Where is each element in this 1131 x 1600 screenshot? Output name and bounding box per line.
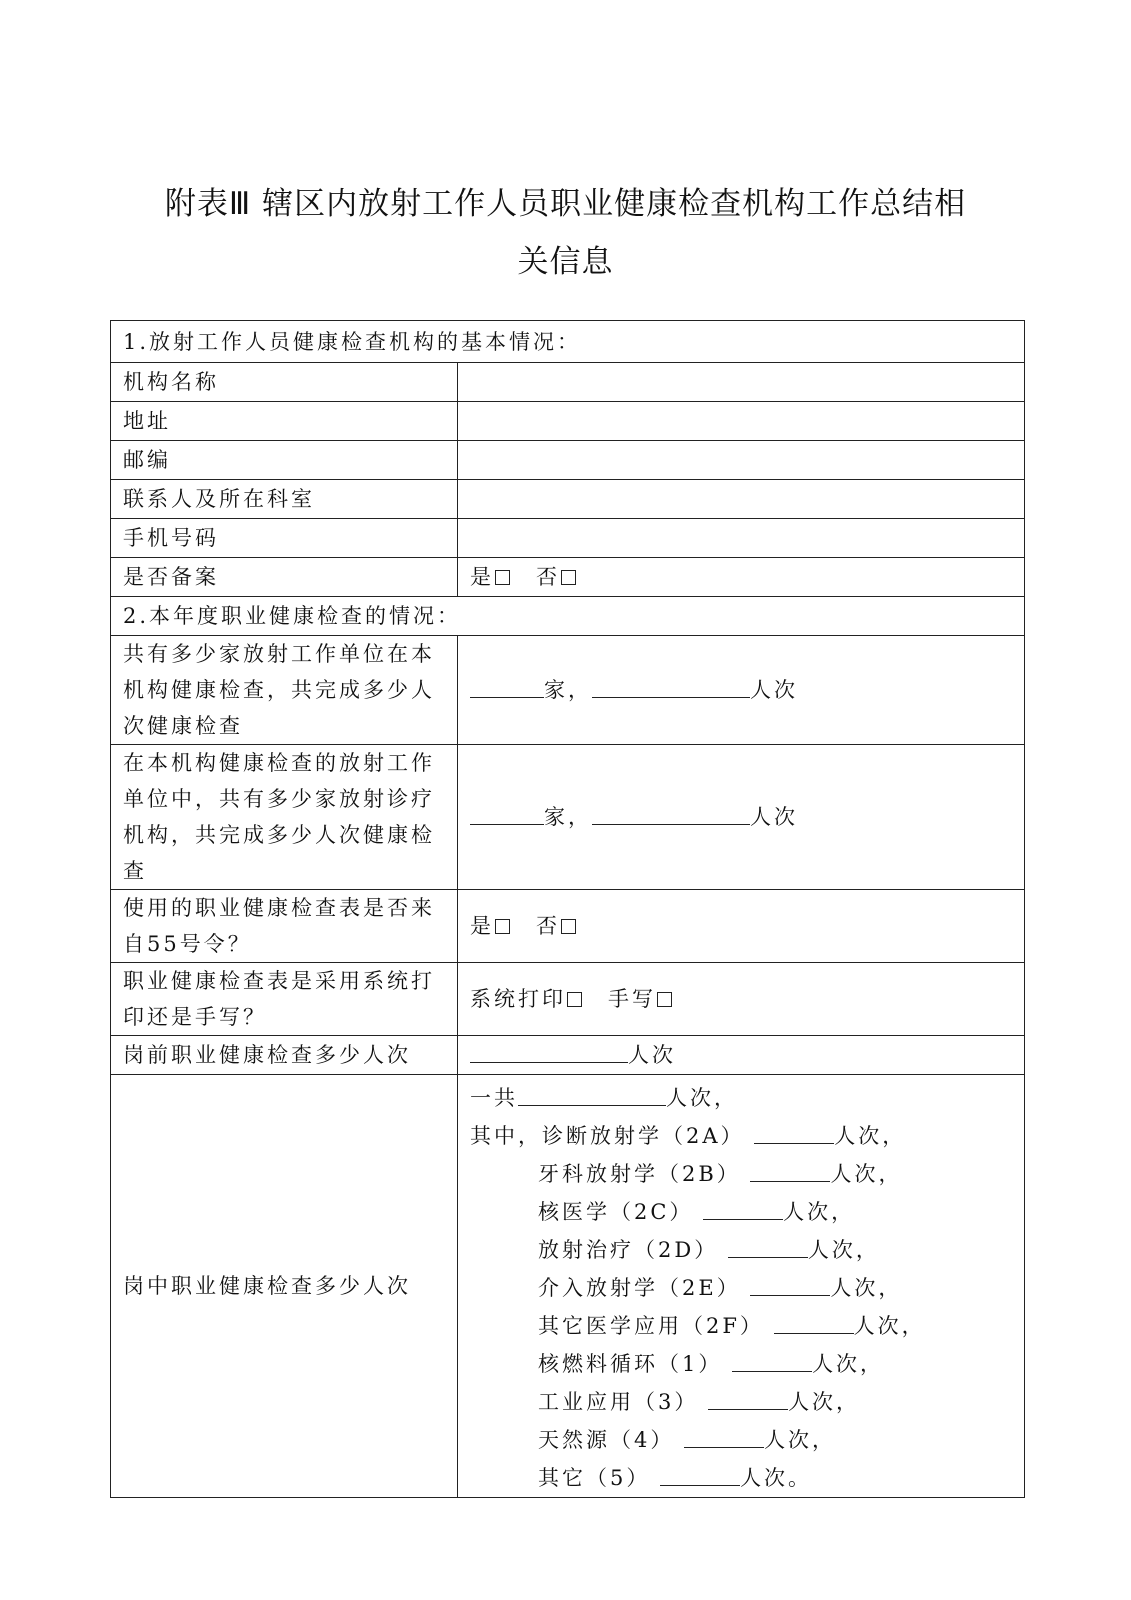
section-2-header-row [111, 597, 1025, 636]
unit-text: 人次 [750, 678, 798, 702]
form-row [111, 519, 1025, 558]
form-row [111, 890, 1025, 963]
q3-yes-checkbox[interactable] [495, 919, 510, 934]
category-blank[interactable] [708, 1391, 788, 1410]
form-row [111, 480, 1025, 519]
option-label: 是 [470, 565, 494, 589]
unit-text: 家， [544, 805, 592, 829]
category-blank[interactable] [732, 1353, 812, 1372]
section-1-header-row [111, 321, 1025, 363]
category-suffix: 人次， [853, 1314, 926, 1338]
category-name: 天然源（4） [538, 1428, 675, 1452]
field-label: 共有多少家放射工作单位在本机构健康检查，共完成多少人次健康检查 [111, 636, 458, 745]
institution-name-input[interactable] [458, 363, 1025, 402]
q5-answer [458, 1036, 1025, 1075]
category-blank[interactable] [684, 1429, 764, 1448]
q4-options [458, 963, 1025, 1036]
category-name: 核燃料循环（1） [538, 1352, 723, 1376]
q2-persons-blank[interactable] [592, 806, 750, 825]
form-row [111, 441, 1025, 480]
field-label: 在本机构健康检查的放射工作单位中，共有多少家放射诊疗机构，共完成多少人次健康检查 [111, 745, 458, 890]
q1-answer [458, 636, 1025, 745]
breakdown-line [470, 1117, 1012, 1155]
total-line [470, 1079, 1012, 1117]
category-blank[interactable] [750, 1277, 830, 1296]
category-suffix: 人次， [834, 1124, 907, 1148]
field-label: 联系人及所在科室 [111, 480, 458, 519]
category-name: 放射治疗（2D） [538, 1238, 719, 1262]
category-blank[interactable] [728, 1239, 808, 1258]
field-label: 职业健康检查表是采用系统打印还是手写？ [111, 963, 458, 1036]
form-row [111, 363, 1025, 402]
unit-text: 家， [544, 678, 592, 702]
form-row [111, 636, 1025, 745]
form-row [111, 745, 1025, 890]
form-row [111, 1075, 1025, 1498]
breakdown-line [470, 1269, 1012, 1307]
category-suffix: 人次， [830, 1276, 903, 1300]
category-suffix: 人次， [807, 1238, 880, 1262]
category-suffix: 人次， [764, 1428, 837, 1452]
breakdown-line [470, 1307, 1012, 1345]
postcode-input[interactable] [458, 441, 1025, 480]
field-label: 岗前职业健康检查多少人次 [111, 1036, 458, 1075]
field-label: 是否备案 [111, 558, 458, 597]
total-blank[interactable] [518, 1087, 666, 1106]
category-name: 介入放射学（2E） [538, 1276, 741, 1300]
document-title-line-1: 附表Ⅲ 辖区内放射工作人员职业健康检查机构工作总结相 [164, 186, 967, 222]
q6-answer [458, 1075, 1025, 1498]
q3-options [458, 890, 1025, 963]
handwritten-checkbox[interactable] [657, 992, 672, 1007]
q2-units-blank[interactable] [470, 806, 544, 825]
filed-options [458, 558, 1025, 597]
breakdown-line [470, 1345, 1012, 1383]
filed-yes-checkbox[interactable] [495, 570, 510, 585]
category-blank[interactable] [754, 1125, 834, 1144]
pre-job-exam-blank[interactable] [470, 1044, 628, 1063]
section-2-heading: 2.本年度职业健康检查的情况： [111, 597, 1025, 636]
document-title-line-2: 关信息 [517, 244, 614, 280]
q2-answer [458, 745, 1025, 890]
field-label: 岗中职业健康检查多少人次 [111, 1075, 458, 1498]
category-name: 牙科放射学（2B） [538, 1162, 741, 1186]
option-label: 系统打印 [470, 987, 566, 1011]
category-suffix: 人次， [812, 1352, 885, 1376]
print-checkbox[interactable] [567, 992, 582, 1007]
q3-no-checkbox[interactable] [561, 919, 576, 934]
category-suffix: 人次， [830, 1162, 903, 1186]
among-prefix: 其中， [470, 1124, 542, 1148]
category-name: 其它（5） [538, 1466, 651, 1490]
field-label: 使用的职业健康检查表是否来自55号令？ [111, 890, 458, 963]
info-form-table [110, 320, 1025, 1498]
option-label: 手写 [608, 987, 656, 1011]
category-name: 核医学（2C） [538, 1200, 694, 1224]
total-prefix: 一共 [470, 1086, 518, 1110]
category-blank[interactable] [703, 1201, 783, 1220]
option-label: 否 [536, 914, 560, 938]
option-label: 是 [470, 914, 494, 938]
form-row [111, 1036, 1025, 1075]
filed-no-checkbox[interactable] [561, 570, 576, 585]
total-suffix: 人次， [666, 1086, 738, 1110]
breakdown-line [470, 1231, 1012, 1269]
breakdown-line [470, 1155, 1012, 1193]
address-input[interactable] [458, 402, 1025, 441]
mobile-input[interactable] [458, 519, 1025, 558]
breakdown-line [470, 1193, 1012, 1231]
category-blank[interactable] [750, 1163, 830, 1182]
category-name: 工业应用（3） [538, 1390, 699, 1414]
breakdown-line [470, 1421, 1012, 1459]
field-label: 手机号码 [111, 519, 458, 558]
category-blank[interactable] [774, 1315, 854, 1334]
unit-text: 人次 [750, 805, 798, 829]
category-name: 诊断放射学（2A） [542, 1124, 745, 1148]
breakdown-line [470, 1383, 1012, 1421]
field-label: 邮编 [111, 441, 458, 480]
category-blank[interactable] [660, 1467, 740, 1486]
form-row [111, 558, 1025, 597]
category-suffix: 人次， [783, 1200, 856, 1224]
form-row [111, 963, 1025, 1036]
q1-persons-blank[interactable] [592, 679, 750, 698]
contact-input[interactable] [458, 480, 1025, 519]
category-name: 其它医学应用（2F） [538, 1314, 764, 1338]
q1-units-blank[interactable] [470, 679, 544, 698]
breakdown-line [470, 1459, 1012, 1497]
field-label: 地址 [111, 402, 458, 441]
form-row [111, 402, 1025, 441]
category-suffix: 人次。 [740, 1466, 813, 1490]
section-1-heading: 1.放射工作人员健康检查机构的基本情况： [111, 321, 1025, 363]
field-label: 机构名称 [111, 363, 458, 402]
unit-text: 人次 [628, 1043, 676, 1067]
category-suffix: 人次， [788, 1390, 861, 1414]
option-label: 否 [536, 565, 560, 589]
